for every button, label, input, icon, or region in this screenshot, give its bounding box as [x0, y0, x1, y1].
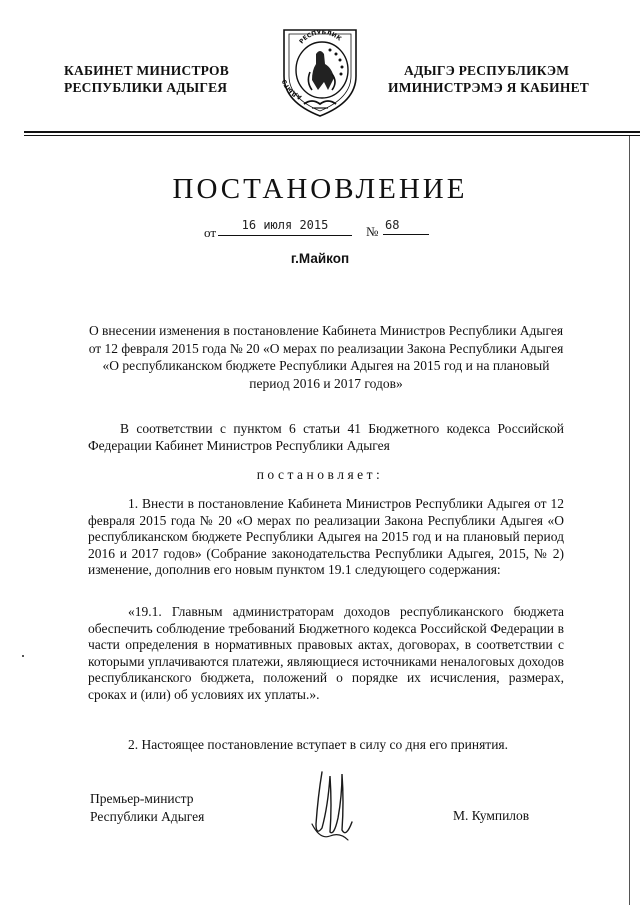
item-1-paragraph: 1. Внести в постановление Кабинета Министров Республики Адыгея от 12 февраля 2015 года № 20 «О мерах по реализации Закона Республики Адыгея «О республиканском бюджете Республики Адыгея на 2015 год и на плановый период 2016 и 2017 годов» (Собрание законодательства Республики Адыгея, 2015, № 2) изменение, дополнив его новым пунктом 19.1 следующего содержания: [88, 496, 564, 578]
issuer-name-russian [64, 62, 229, 96]
number-field: 68 [383, 217, 429, 235]
issuer-adyghe-line-1: АДЫГЭ РЕСПУБЛИКЭМ [404, 63, 570, 78]
date-field: 16 июля 2015 [218, 217, 352, 236]
header-rule-thick [24, 131, 640, 133]
issuer-name-adyghe [388, 62, 589, 96]
scan-speck [22, 655, 24, 657]
preamble-paragraph: В соответствии с пунктом 6 статьи 41 Бюджетного кодекса Российской Федерации Кабинет Министров Республики Адыгея [88, 421, 564, 453]
city: г.Майкоп [290, 251, 350, 266]
signatory-position-line-1: Премьер-министр [90, 791, 194, 806]
date-prefix: от [204, 225, 217, 240]
issuer-line-1: КАБИНЕТ МИНИСТРОВ [64, 63, 229, 78]
item-2-paragraph: 2. Настоящее постановление вступает в силу со дня его принятия. [128, 737, 509, 752]
signatory-position [90, 790, 204, 825]
issuer-line-2: РЕСПУБЛИКИ АДЫГЕЯ [64, 80, 228, 95]
handwritten-signature [308, 766, 358, 846]
signatory-name: М. Кумпилов [453, 808, 530, 823]
document-title: ПОСТАНОВЛЕНИЕ [172, 173, 468, 205]
decree-word: постановляет: [256, 467, 384, 482]
document-subject: О внесении изменения в постановление Кабинета Министров Республики Адыгея от 12 февраля 2015 года № 20 «О мерах по реализации Закона Республики Адыгея «О республиканском бюджете Республики Адыгея на 2015 год и на плановый период 2016 и 2017 годов» [88, 323, 564, 391]
issuer-adyghe-line-2: ИМИНИСТРЭМЭ Я КАБИНЕТ [388, 80, 589, 95]
emblem-arc-text-left: АДЫГЭ [280, 78, 303, 101]
item-1-quote-paragraph: «19.1. Главным администраторам доходов республиканского бюджета обеспечить соблюдение требований Бюджетного кодекса Российской Федерации в части определения в нормативных правовых актах, договорах, в соответствии с которыми уплачиваются платежи, являющиеся источниками неналоговых доходов республиканского бюджета, положений о порядке их исчисления, размерах, сроках и (или) об условиях их уплаты.». [88, 604, 564, 702]
signatory-position-line-2: Республики Адыгея [90, 808, 205, 824]
coat-of-arms-emblem [272, 24, 368, 122]
date-number-line [0, 217, 640, 239]
svg-text:РЕСПУБЛИК [298, 29, 342, 45]
number-prefix: № [366, 224, 379, 239]
emblem-arc-text-top: РЕСПУБЛИК [298, 29, 343, 46]
header-rule-thin [24, 135, 640, 136]
